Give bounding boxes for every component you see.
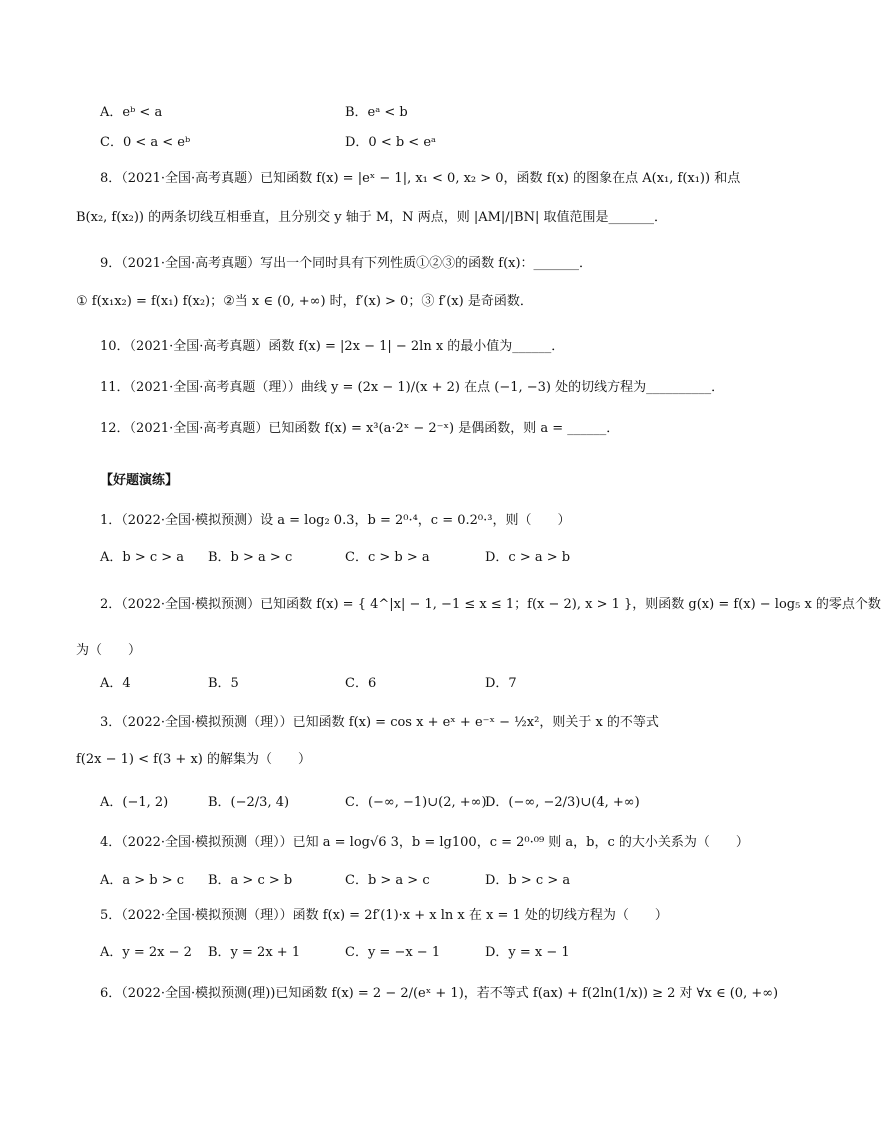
p1-option-a: A．b > c > a — [100, 550, 185, 565]
p2-option-a: A．4 — [100, 676, 131, 691]
p2-option-b: B．5 — [208, 676, 239, 691]
p5-option-d: D．y = x − 1 — [485, 945, 570, 960]
prev-option-d: D．0 < b < eᵃ — [345, 135, 437, 150]
p2-option-d: D．7 — [485, 676, 517, 691]
p2-option-c: C．6 — [345, 676, 377, 691]
q12-line: 12．（2021·全国·高考真题）已知函数 f(x) = x³(a·2ˣ − 2⁻ˣ) 是偶函数，则 a = ______． — [100, 421, 620, 436]
p2-stem: 2．（2022·全国·模拟预测）已知函数 f(x) = { 4^|x| − 1, −1 ≤ x ≤ 1；f(x − 2), x > 1 }，则函数 g(x) = f(x) − log₅ x 的零点个数 — [100, 597, 881, 612]
p5-option-c: C．y = −x − 1 — [345, 945, 441, 960]
p4-option-a: A．a > b > c — [100, 873, 185, 888]
p3-option-a: A．(−1, 2) — [100, 795, 169, 810]
p4-option-b: B．a > c > b — [208, 873, 293, 888]
p3-stem-cont: f(2x − 1) < f(3 + x) 的解集为（ ） — [76, 752, 311, 767]
prev-option-a: A．eᵇ < a — [100, 105, 163, 120]
q9-line1: 9．（2021·全国·高考真题）写出一个同时具有下列性质①②③的函数 f(x)：_______． — [100, 256, 593, 271]
q8-line1: 8．（2021·全国·高考真题）已知函数 f(x) = |eˣ − 1|, x₁ < 0, x₂ > 0，函数 f(x) 的图象在点 A(x₁, f(x₁)) 和点 — [100, 171, 741, 186]
q10-line: 10．（2021·全国·高考真题）函数 f(x) = |2x − 1| − 2ln x 的最小值为______． — [100, 339, 565, 354]
p4-option-d: D．b > c > a — [485, 873, 571, 888]
p1-stem: 1．（2022·全国·模拟预测）设 a = log₂ 0.3，b = 2⁰·⁴，c = 0.2⁰·³，则（ ） — [100, 513, 571, 528]
p3-option-c: C．(−∞, −1)∪(2, +∞) — [345, 795, 487, 810]
q8-line2: B(x₂, f(x₂)) 的两条切线互相垂直，且分别交 y 轴于 M，N 两点，则 |AM|/|BN| 取值范围是_______． — [76, 210, 667, 225]
p1-option-b: B．b > a > c — [208, 550, 293, 565]
p5-stem: 5．（2022·全国·模拟预测（理））函数 f(x) = 2f′(1)·x + x ln x 在 x = 1 处的切线方程为（ ） — [100, 908, 668, 923]
q11-line: 11．（2021·全国·高考真题（理））曲线 y = (2x − 1)/(x + 2) 在点 (−1, −3) 处的切线方程为__________． — [100, 380, 725, 395]
p3-option-b: B．(−2/3, 4) — [208, 795, 290, 810]
p1-option-c: C．c > b > a — [345, 550, 430, 565]
p3-stem: 3．（2022·全国·模拟预测（理））已知函数 f(x) = cos x + eˣ + e⁻ˣ − ½x²，则关于 x 的不等式 — [100, 715, 659, 730]
p6-stem: 6．（2022·全国·模拟预测(理))已知函数 f(x) = 2 − 2/(eˣ + 1)，若不等式 f(ax) + f(2ln(1/x)) ≥ 2 对 ∀x ∈ (0, +∞) — [100, 986, 779, 1001]
p4-stem: 4．（2022·全国·模拟预测（理））已知 a = log√6 3，b = lg100，c = 2⁰·⁰⁹ 则 a，b，c 的大小关系为（ ） — [100, 835, 749, 850]
section-heading: 【好题演练】 — [100, 473, 179, 488]
p2-stem-cont: 为（ ） — [76, 643, 142, 658]
p5-option-b: B．y = 2x + 1 — [208, 945, 301, 960]
prev-option-b: B．eᵃ < b — [345, 105, 408, 120]
prev-option-c: C．0 < a < eᵇ — [100, 135, 191, 150]
p4-option-c: C．b > a > c — [345, 873, 430, 888]
q9-line2: ① f(x₁x₂) = f(x₁) f(x₂)；②当 x ∈ (0, +∞) 时，f′(x) > 0；③ f′(x) 是奇函数． — [76, 294, 533, 309]
p1-option-d: D．c > a > b — [485, 550, 571, 565]
p5-option-a: A．y = 2x − 2 — [100, 945, 192, 960]
p3-option-d: D．(−∞, −2/3)∪(4, +∞) — [485, 795, 640, 810]
